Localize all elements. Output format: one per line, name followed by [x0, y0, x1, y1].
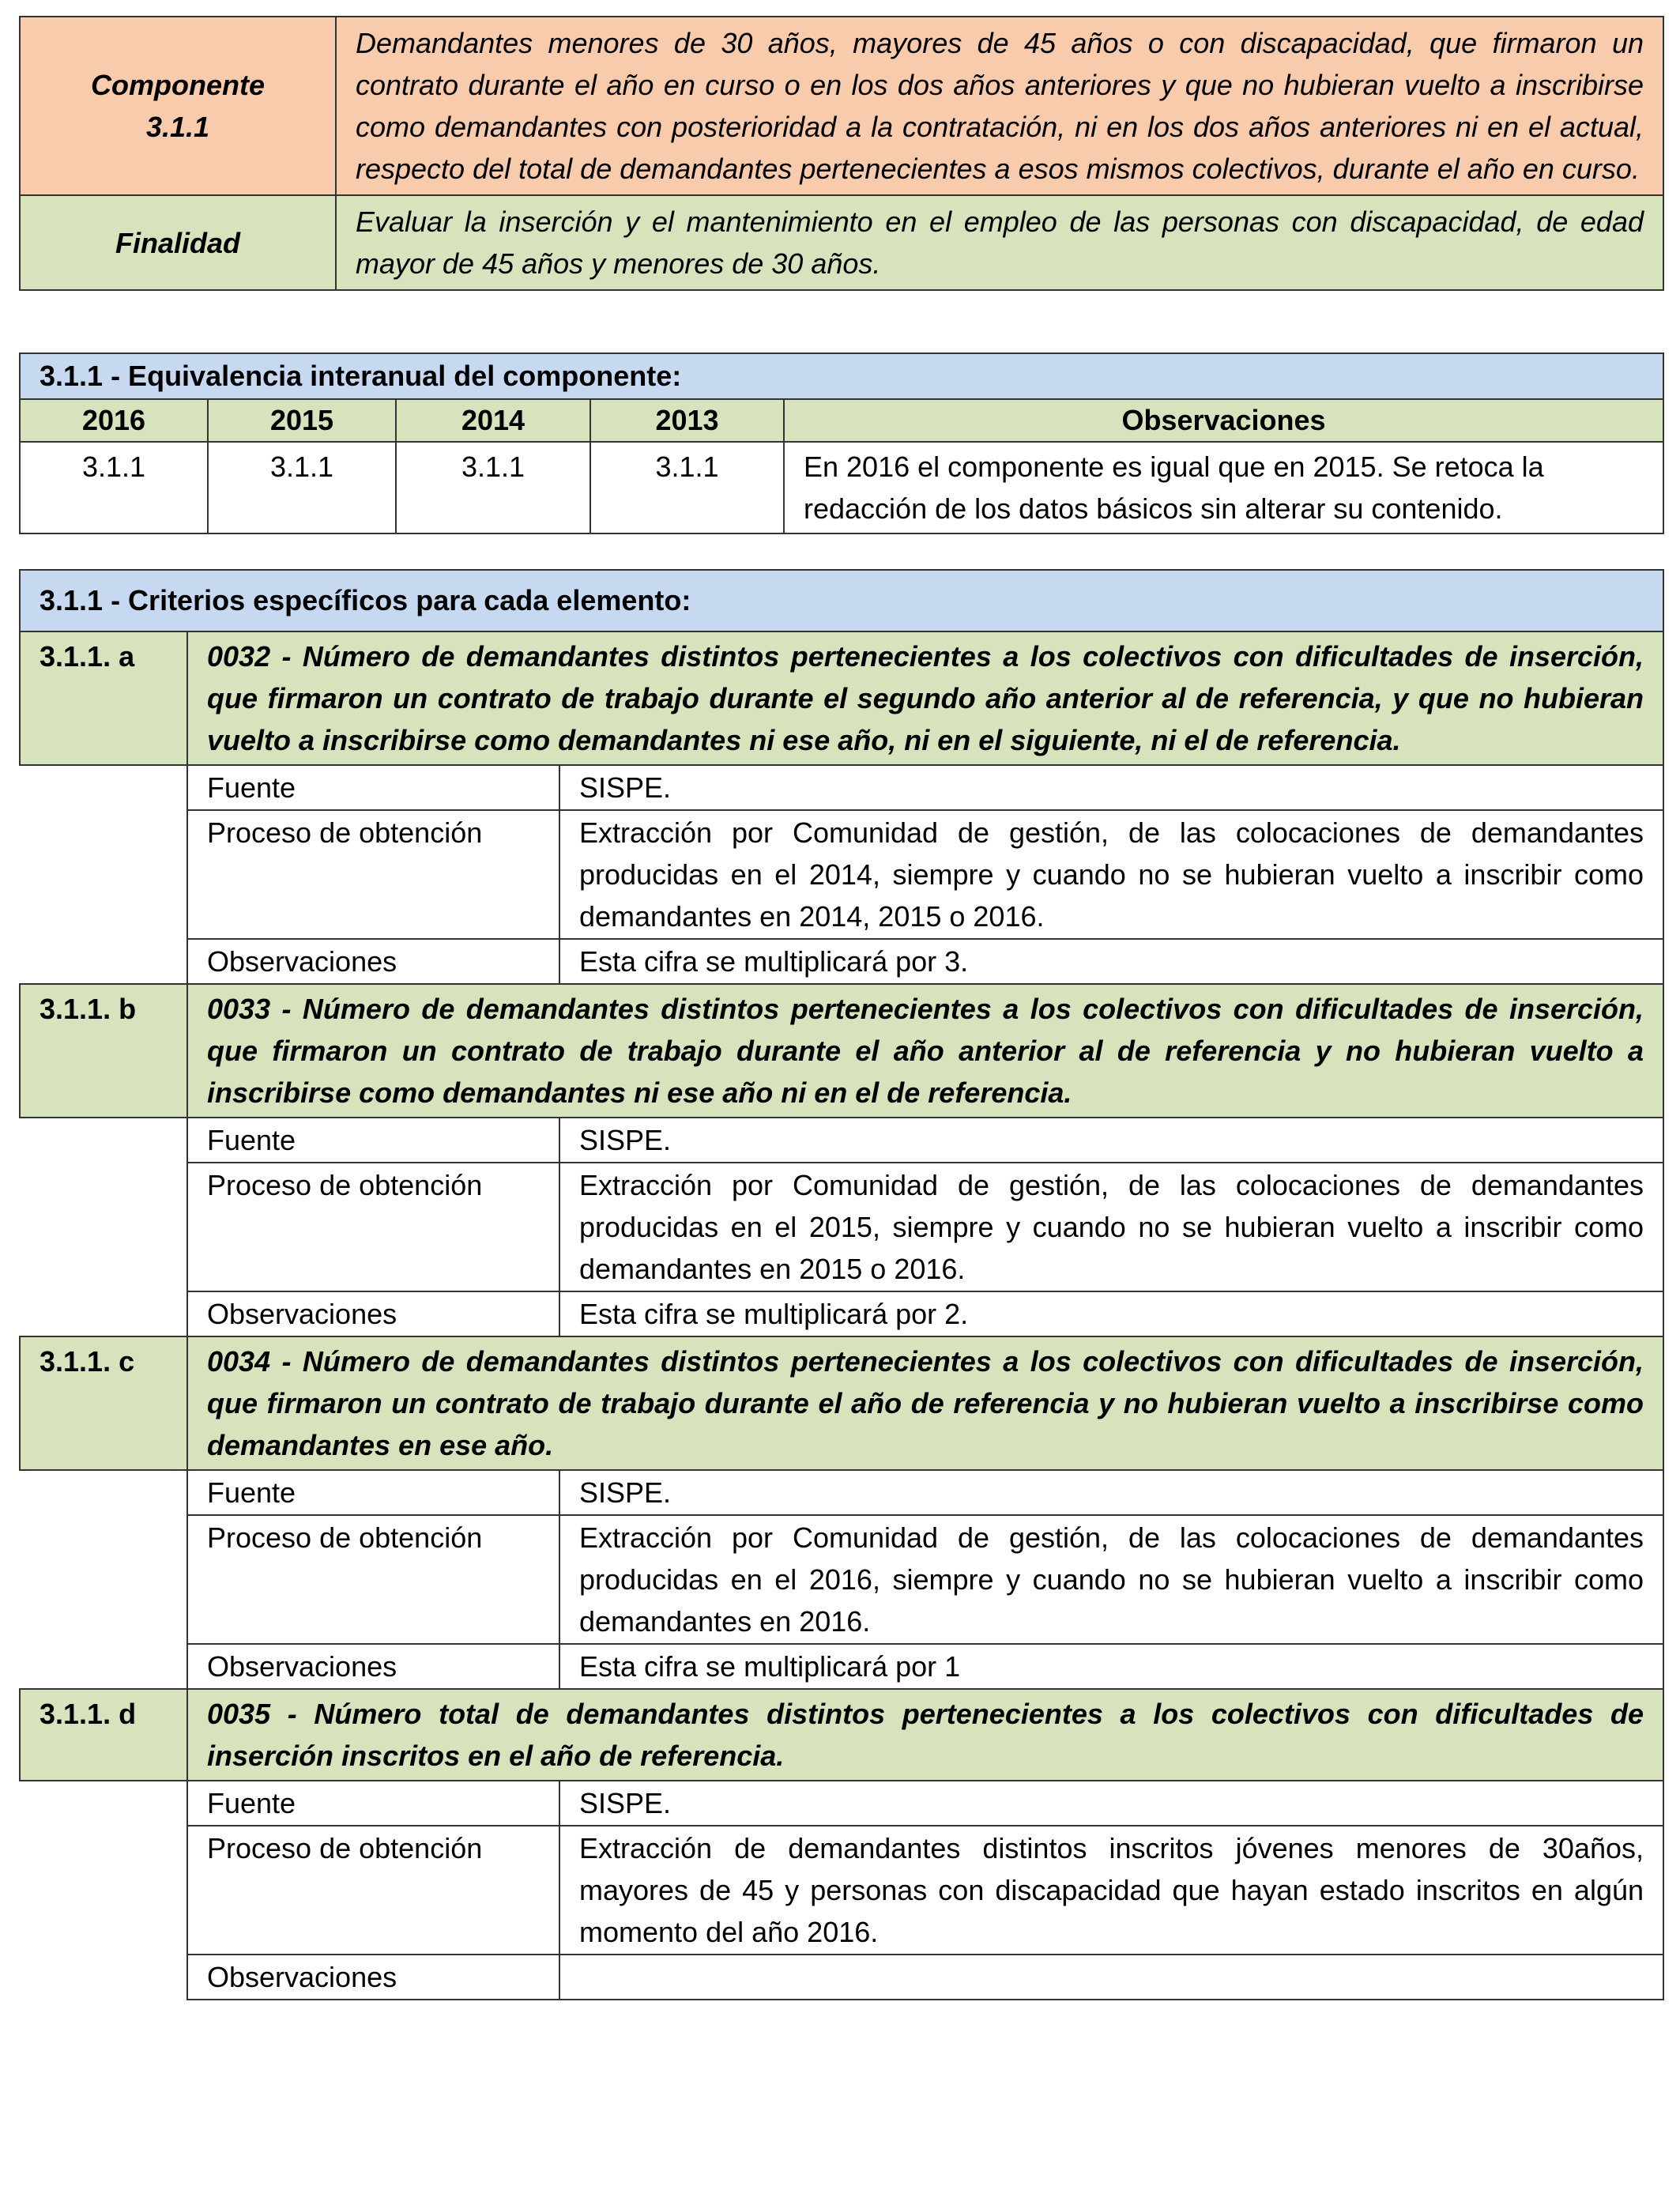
- equivalencia-table: [19, 352, 1664, 534]
- indent-spacer: [20, 765, 187, 984]
- observaciones-label: Observaciones: [187, 1644, 559, 1689]
- equivalencia-header-row: [20, 399, 1663, 442]
- detail-row: [20, 810, 1663, 939]
- detail-row: [20, 1118, 1663, 1163]
- indent-spacer: [20, 1781, 187, 2000]
- finalidad-label: Finalidad: [20, 195, 336, 290]
- criterio-row: [20, 1336, 1663, 1470]
- fuente-value: SISPE.: [559, 765, 1663, 810]
- proceso-value: Extracción por Comunidad de gestión, de las colocaciones de demandantes producidas en el 2015, siempre y cuando no se hubieran vuelto a inscribir como demandantes en 2015 o 2016.: [559, 1163, 1663, 1291]
- year-header: 2016: [20, 399, 208, 442]
- criterios-table: [19, 569, 1664, 2000]
- equivalencia-title-row: [20, 353, 1663, 399]
- fuente-value: SISPE.: [559, 1470, 1663, 1515]
- fuente-label: Fuente: [187, 765, 559, 810]
- detail-row: [20, 765, 1663, 810]
- fuente-label: Fuente: [187, 1118, 559, 1163]
- criterio-text: 0035 - Número total de demandantes distintos pertenecientes a los colectivos con dificultades de inserción inscritos en el año de referencia.: [187, 1689, 1663, 1781]
- finalidad-text: Evaluar la inserción y el mantenimiento en el empleo de las personas con discapacidad, de edad mayor de 45 años y menores de 30 años.: [336, 195, 1663, 290]
- detail-row: [20, 1515, 1663, 1644]
- fuente-value: SISPE.: [559, 1118, 1663, 1163]
- proceso-label: Proceso de obtención: [187, 1163, 559, 1291]
- criterio-code: 3.1.1. a: [20, 631, 187, 765]
- observaciones-value: Esta cifra se multiplicará por 3.: [559, 939, 1663, 984]
- componente-row: [20, 17, 1663, 195]
- year-header: 2013: [590, 399, 784, 442]
- criterio-text: 0033 - Número de demandantes distintos pertenecientes a los colectivos con dificultades de inserción, que firmaron un contrato de trabajo durante el año anterior al de referencia y no hubieran vuelto a inscribirse como demandantes ni ese año ni en el de referencia.: [187, 984, 1663, 1118]
- observaciones-label: Observaciones: [187, 939, 559, 984]
- proceso-label: Proceso de obtención: [187, 810, 559, 939]
- observaciones-value: [559, 1955, 1663, 2000]
- year-header: 2015: [208, 399, 396, 442]
- componente-description: Demandantes menores de 30 años, mayores de 45 años o con discapacidad, que firmaron un contrato durante el año en curso o en los dos años anteriores y que no hubieran vuelto a inscribirse como demandantes con posterioridad a la contratación, ni en los dos años anteriores ni en el actual, respecto del total de demandantes pertenecientes a esos mismos colectivos, durante el año en curso.: [336, 17, 1663, 195]
- criterio-row: [20, 984, 1663, 1118]
- equivalencia-value-row: [20, 442, 1663, 533]
- detail-row: [20, 1644, 1663, 1689]
- criterio-code: 3.1.1. b: [20, 984, 187, 1118]
- detail-row: [20, 1781, 1663, 1826]
- criterios-title: 3.1.1 - Criterios específicos para cada elemento:: [20, 570, 1663, 631]
- criterio-text: 0034 - Número de demandantes distintos pertenecientes a los colectivos con dificultades de inserción, que firmaron un contrato de trabajo durante el año de referencia y no hubieran vuelto a inscribirse como demandantes en ese año.: [187, 1336, 1663, 1470]
- equivalencia-title: 3.1.1 - Equivalencia interanual del componente:: [20, 353, 1663, 399]
- fuente-value: SISPE.: [559, 1781, 1663, 1826]
- observaciones-label: Observaciones: [187, 1955, 559, 2000]
- year-value: 3.1.1: [20, 442, 208, 533]
- fuente-label: Fuente: [187, 1470, 559, 1515]
- year-value: 3.1.1: [208, 442, 396, 533]
- detail-row: [20, 1291, 1663, 1336]
- criterio-row: [20, 1689, 1663, 1781]
- proceso-value: Extracción de demandantes distintos inscritos jóvenes menores de 30años, mayores de 45 y personas con discapacidad que hayan estado inscritos en algún momento del año 2016.: [559, 1826, 1663, 1955]
- observaciones-value: Esta cifra se multiplicará por 2.: [559, 1291, 1663, 1336]
- detail-row: [20, 939, 1663, 984]
- year-header: 2014: [396, 399, 590, 442]
- detail-row: [20, 1826, 1663, 1955]
- proceso-value: Extracción por Comunidad de gestión, de las colocaciones de demandantes producidas en el 2014, siempre y cuando no se hubieran vuelto a inscribir como demandantes en 2014, 2015 o 2016.: [559, 810, 1663, 939]
- criterio-row: [20, 631, 1663, 765]
- finalidad-row: [20, 195, 1663, 290]
- criterio-code: 3.1.1. d: [20, 1689, 187, 1781]
- criterio-code: 3.1.1. c: [20, 1336, 187, 1470]
- criterios-title-row: [20, 570, 1663, 631]
- year-value: 3.1.1: [590, 442, 784, 533]
- proceso-label: Proceso de obtención: [187, 1515, 559, 1644]
- proceso-value: Extracción por Comunidad de gestión, de las colocaciones de demandantes producidas en el 2016, siempre y cuando no se hubieran vuelto a inscribir como demandantes en 2016.: [559, 1515, 1663, 1644]
- componente-table: [19, 16, 1664, 291]
- criterio-text: 0032 - Número de demandantes distintos pertenecientes a los colectivos con dificultades de inserción, que firmaron un contrato de trabajo durante el segundo año anterior al de referencia, y que no hubieran vuelto a inscribirse como demandantes ni ese año, ni en el siguiente, ni el de referencia.: [187, 631, 1663, 765]
- year-value: 3.1.1: [396, 442, 590, 533]
- observaciones-header: Observaciones: [784, 399, 1663, 442]
- componente-label-text: Componente 3.1.1: [91, 69, 265, 143]
- observaciones-value: En 2016 el componente es igual que en 2015. Se retoca la redacción de los datos básicos sin alterar su contenido.: [784, 442, 1663, 533]
- detail-row: [20, 1955, 1663, 2000]
- detail-row: [20, 1470, 1663, 1515]
- indent-spacer: [20, 1118, 187, 1336]
- componente-label: [20, 17, 336, 195]
- proceso-label: Proceso de obtención: [187, 1826, 559, 1955]
- observaciones-label: Observaciones: [187, 1291, 559, 1336]
- fuente-label: Fuente: [187, 1781, 559, 1826]
- observaciones-value: Esta cifra se multiplicará por 1: [559, 1644, 1663, 1689]
- detail-row: [20, 1163, 1663, 1291]
- indent-spacer: [20, 1470, 187, 1689]
